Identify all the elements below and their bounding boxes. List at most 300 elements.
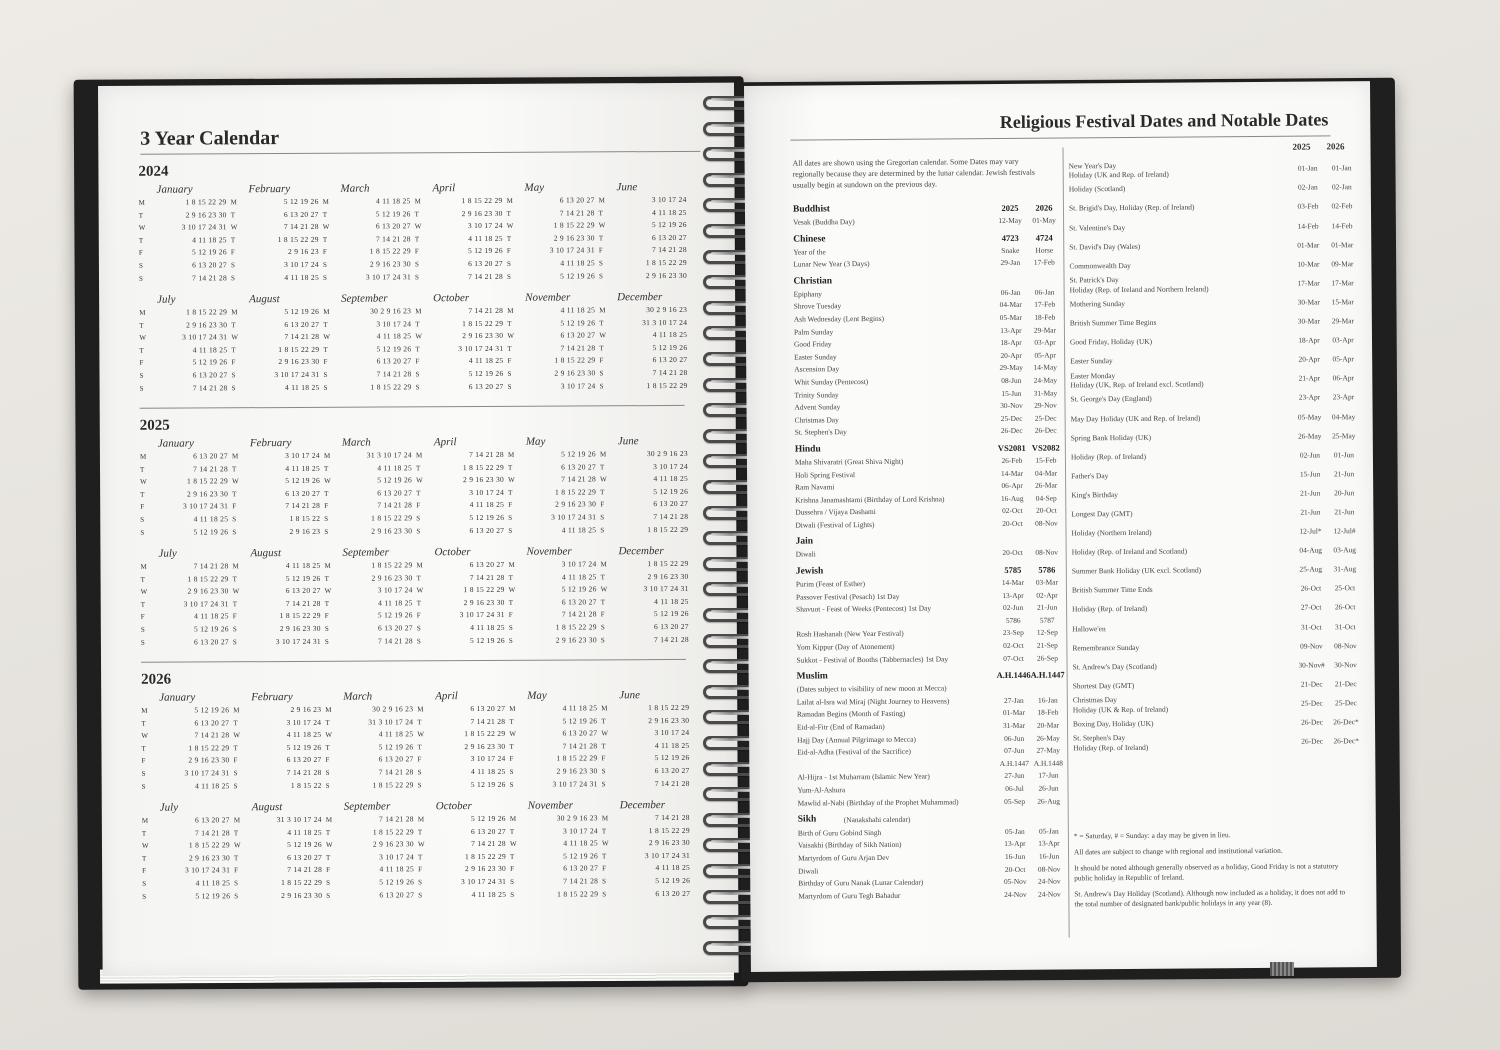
week-row <box>323 305 415 318</box>
weekday-letter: M <box>599 306 606 315</box>
section-name: Jain <box>795 536 814 548</box>
festival-name: Rosh Hashanah (New Year Festival) <box>796 629 904 640</box>
festival-row <box>796 547 1064 562</box>
coil-shine <box>711 815 751 818</box>
week-row <box>234 864 326 877</box>
coil-shine <box>711 584 751 587</box>
day-numbers: 4 11 18 25 <box>284 272 320 282</box>
weekday-letter: M <box>323 451 331 460</box>
festival-date: 08-Jun <box>1001 375 1022 385</box>
week-row <box>600 460 692 473</box>
weekday-letter: M <box>233 816 241 825</box>
day-numbers: 6 13 20 27 <box>285 488 321 498</box>
day-numbers: 4 11 18 25 <box>563 838 598 848</box>
day-numbers: 1 8 15 22 29 <box>462 462 505 472</box>
weekday-letter: T <box>599 318 604 327</box>
week-row <box>142 767 234 780</box>
month-row <box>141 689 702 802</box>
week-row <box>232 381 324 394</box>
month-name: May <box>527 689 547 702</box>
coil-shine <box>711 482 751 485</box>
notable-date-row <box>1070 369 1360 390</box>
day-numbers: 5 12 19 26 <box>287 840 322 850</box>
weekday-letter: S <box>141 769 146 778</box>
footnote: All dates are subject to change with regional and institutional variation. <box>1073 845 1283 857</box>
day-numbers: 7 14 21 28 <box>192 272 228 283</box>
weekday-letter: S <box>601 767 606 776</box>
month-grid <box>140 547 233 657</box>
day-numbers: 6 13 20 27 <box>193 451 228 461</box>
weekday-letter: S <box>139 371 144 380</box>
week-row <box>600 498 692 511</box>
day-numbers: 4 11 18 25 <box>192 345 228 355</box>
week-row <box>141 729 233 742</box>
weekday-letter: T <box>232 574 237 583</box>
weekday-letter: T <box>141 719 146 728</box>
weekday-letter: W <box>507 332 514 341</box>
festival-name: Hajj Day (Annual Pilgrimage to Mecca) <box>797 734 916 745</box>
notable-date-name: Holiday (Northern Ireland) <box>1071 527 1152 538</box>
day-numbers: 30 2 9 16 23 <box>556 813 598 823</box>
day-numbers: 7 14 21 28 <box>285 598 321 608</box>
month-name: May <box>524 181 545 194</box>
month-name: February <box>249 436 292 450</box>
day-numbers: 2 9 16 23 30 <box>555 499 597 509</box>
weekday-letter: M <box>231 452 239 461</box>
notable-date-name: Commonwealth Day <box>1069 260 1131 271</box>
notable-date: 04-Aug <box>1299 545 1322 555</box>
weekday-letter: M <box>138 198 145 207</box>
notable-date: 25-Oct <box>1334 583 1356 593</box>
day-numbers: 3 10 17 24 <box>651 194 687 205</box>
week-row <box>417 634 509 647</box>
day-numbers: 3 10 17 24 31 <box>274 369 320 380</box>
week-row <box>234 814 326 827</box>
year-block <box>141 669 702 912</box>
week-row <box>415 330 507 343</box>
day-numbers: 1 8 15 22 29 <box>557 888 599 899</box>
notable-date: 23-Apr <box>1332 392 1355 402</box>
week-row <box>323 246 415 259</box>
week-row <box>324 381 416 394</box>
weekday-letter: S <box>508 513 513 522</box>
week-row <box>509 621 601 634</box>
week-row <box>510 850 602 863</box>
week-row <box>326 864 418 877</box>
notable-date: 25-Aug <box>1299 564 1323 574</box>
weekday-letter: M <box>509 814 517 823</box>
week-row <box>323 195 415 208</box>
weekday-letter: S <box>414 272 419 281</box>
weekday-letter: T <box>509 717 514 726</box>
weekday-letter: F <box>322 248 327 257</box>
week-row <box>507 270 599 283</box>
month-grid <box>142 801 235 911</box>
day-numbers: 6 13 20 27 <box>561 597 597 607</box>
notable-date-row <box>1071 426 1361 447</box>
weekday-letter: S <box>417 780 422 789</box>
day-numbers: 1 8 15 22 29 <box>464 851 507 861</box>
notable-date: 03-Feb <box>1297 201 1319 212</box>
notable-date: 21-Jun <box>1300 488 1321 498</box>
notable-date-name: Holiday (Rep. of Ireland and Scotland) <box>1071 546 1188 557</box>
month-name: November <box>527 799 574 812</box>
weekday-letter: S <box>600 635 605 644</box>
weekday-letter: T <box>506 209 511 218</box>
weekday-letter: F <box>141 757 146 766</box>
week-row <box>600 523 692 536</box>
weekday-letter: T <box>231 346 236 355</box>
festival-date: 30-Nov <box>1000 400 1023 411</box>
weekday-letter: T <box>322 210 327 219</box>
weekday-letter: T <box>507 463 513 472</box>
day-numbers: 6 13 20 27 <box>562 728 598 738</box>
day-numbers: 4 11 18 25 <box>652 330 688 340</box>
month-grid <box>508 545 601 655</box>
week-row <box>415 368 507 381</box>
month-grid <box>324 436 417 546</box>
festival-name: Good Friday <box>793 339 832 349</box>
day-numbers: 31 3 10 17 24 <box>642 317 688 327</box>
day-numbers: 3 10 17 24 <box>654 728 690 738</box>
weekday-letter: S <box>140 625 145 634</box>
day-numbers: 5 12 19 26 <box>377 610 413 620</box>
week-row <box>416 499 508 512</box>
week-row <box>139 234 231 247</box>
notable-date: 21-Jun <box>1300 507 1321 517</box>
day-numbers: 3 10 17 24 <box>561 559 597 569</box>
festival-name: Diwali <box>798 865 819 876</box>
day-numbers: 4 11 18 25 <box>284 382 320 392</box>
year-heading: VS2082 <box>1031 442 1060 453</box>
festival-name: Eid-al-Fitr (End of Ramadan) <box>797 721 885 732</box>
weekday-letter: S <box>602 877 607 886</box>
week-row <box>141 611 233 624</box>
week-row <box>324 487 416 500</box>
festival-name: Birth of Guru Gobind Singh <box>797 827 882 838</box>
notable-date-row <box>1069 255 1359 276</box>
week-row <box>415 305 507 318</box>
day-numbers: 7 14 21 28 <box>654 634 689 644</box>
festival-name: Al-Hijra - 1st Muharram (Islamic New Year) <box>797 771 930 782</box>
notable-date-row <box>1072 579 1362 600</box>
weekday-letter: T <box>232 600 238 609</box>
section-name: Jewish <box>795 566 824 577</box>
weekday-letter: S <box>230 273 235 282</box>
festival-date: 05-Jan <box>1038 826 1059 836</box>
week-row <box>599 219 691 232</box>
weekday-letter: M <box>323 307 330 316</box>
week-row <box>418 863 510 876</box>
month-name: March <box>343 690 373 703</box>
month-row <box>142 799 703 912</box>
festival-date: 06-Jul <box>1005 783 1024 793</box>
year-block <box>138 161 699 409</box>
year-heading: 2025 <box>1292 141 1311 152</box>
weekday-letter: T <box>323 320 328 329</box>
day-numbers: 6 13 20 27 <box>376 356 412 366</box>
week-row <box>233 610 325 623</box>
footnote: St. Andrew's Day Holiday (Scotland). Although now included as a holiday, it does not add to the total number of designated bank/public holidays in any year (8). <box>1074 887 1346 909</box>
week-row <box>234 826 326 839</box>
day-numbers: 5 12 19 26 <box>192 357 228 367</box>
week-row <box>601 702 693 715</box>
week-row <box>416 461 508 474</box>
week-row <box>599 316 691 329</box>
week-row <box>416 524 508 537</box>
weekday-letter: S <box>142 892 147 901</box>
festival-date: 27-Jun <box>1004 771 1025 781</box>
notable-date: 17-Mar <box>1297 278 1320 288</box>
festival-section <box>797 669 1066 810</box>
week-row <box>417 741 509 754</box>
weekday-letter: S <box>602 889 607 898</box>
day-numbers: 6 13 20 27 <box>192 260 227 270</box>
week-row <box>507 220 599 233</box>
day-numbers: 2 9 16 23 30 <box>555 634 597 645</box>
notable-date: 12-Jul# <box>1333 526 1356 536</box>
weekday-letter: M <box>139 452 147 461</box>
intro-text: All dates are shown using the Gregorian calendar. Some Dates may vary regionally because they are determined by the lunar calendar. Jewish festivals usually begin at sundown on the previous day. <box>792 156 1035 190</box>
month-name: June <box>616 181 638 194</box>
week-row <box>509 609 601 622</box>
weekday-letter: T <box>417 827 423 836</box>
week-row <box>601 740 693 753</box>
week-row <box>600 473 692 486</box>
day-numbers: 7 14 21 28 <box>377 500 413 510</box>
festival-date: A.H.1447 <box>999 758 1029 768</box>
weekday-letter: W <box>600 585 608 594</box>
weekday-letter: M <box>600 560 607 569</box>
weekday-letter: S <box>507 369 512 378</box>
notable-date: 05-Apr <box>1332 354 1354 364</box>
year-heading <box>998 812 1032 825</box>
week-row <box>326 779 418 792</box>
day-numbers: 5 12 19 26 <box>651 220 687 230</box>
week-row <box>415 207 507 220</box>
day-numbers: 1 8 15 22 29 <box>370 381 412 392</box>
festival-date <box>997 682 1031 695</box>
week-row <box>417 597 509 610</box>
month-grid <box>231 293 324 403</box>
day-numbers: 5 12 19 26 <box>375 208 411 219</box>
notable-date-name: Holiday (Scotland) <box>1068 184 1126 194</box>
notable-date: 02-Jun <box>1299 450 1321 460</box>
weekday-letter: M <box>417 815 425 824</box>
day-numbers: 3 10 17 24 31 <box>183 501 229 511</box>
week-row <box>232 450 324 463</box>
month-grid <box>232 547 325 657</box>
weekday-letter: S <box>600 525 605 534</box>
weekday-letter: W <box>601 729 609 738</box>
notable-date-row <box>1072 541 1362 562</box>
week-row <box>418 825 510 838</box>
weekday-letter: T <box>509 827 515 836</box>
week-row <box>141 636 233 649</box>
day-numbers: 5 12 19 26 <box>377 475 413 485</box>
week-row <box>232 525 324 538</box>
day-numbers: 4 11 18 25 <box>655 863 691 873</box>
week-row <box>142 780 234 793</box>
festival-date: 29-May <box>999 363 1023 373</box>
month-name: October <box>433 292 470 305</box>
notable-date-row <box>1071 407 1361 428</box>
festival-date: 14-May <box>1033 362 1057 373</box>
festival-date: 02-Apr <box>1036 590 1058 600</box>
weekday-letter: T <box>141 829 147 838</box>
month-grid <box>325 690 418 800</box>
week-row <box>139 272 231 285</box>
day-numbers: 4 11 18 25 <box>561 571 597 582</box>
weekday-letter: F <box>324 502 329 511</box>
weekday-letter: S <box>506 259 511 268</box>
week-row <box>509 740 601 753</box>
week-row <box>599 367 691 380</box>
weekday-letter: T <box>233 744 238 753</box>
week-row <box>508 380 600 393</box>
day-numbers: 4 11 18 25 <box>468 233 503 243</box>
month-grid <box>599 291 692 401</box>
week-row <box>602 777 694 790</box>
weekday-letter: F <box>138 249 143 258</box>
month-name: August <box>249 293 280 306</box>
weekday-letter: M <box>506 196 513 205</box>
day-numbers: 5 12 19 26 <box>283 196 319 207</box>
festival-date: 24-Nov <box>1004 889 1027 899</box>
festival-date: 02-Jun <box>1003 603 1024 613</box>
festival-name: Purim (Feast of Esther) <box>795 579 866 589</box>
weekday-letter: F <box>507 357 512 366</box>
weekday-letter: W <box>506 222 514 231</box>
month-name: November <box>526 545 572 558</box>
day-numbers: 5 12 19 26 <box>652 342 688 352</box>
week-row <box>326 839 418 852</box>
weekday-letter: F <box>416 501 421 510</box>
week-row <box>508 499 600 512</box>
month-name: July <box>159 801 179 814</box>
day-numbers: 3 10 17 24 31 <box>184 768 230 778</box>
day-numbers: 2 9 16 23 30 <box>372 839 414 849</box>
weekday-letter: S <box>141 782 146 791</box>
notable-date: 21-Jun <box>1333 469 1355 479</box>
year-label: 2024 <box>138 163 169 180</box>
notable-date-name: St. George's Day (England) <box>1070 394 1152 404</box>
notable-date: 30-Mar <box>1297 316 1320 326</box>
week-row <box>507 342 599 355</box>
footnotes <box>1074 829 1349 915</box>
coil-shine <box>711 892 751 895</box>
notable-date: 09-Nov <box>1300 641 1323 651</box>
day-numbers: 3 10 17 24 <box>284 259 319 269</box>
weekday-letter: S <box>599 369 604 378</box>
weekday-letter: W <box>324 476 331 486</box>
notable-date-row <box>1069 159 1359 180</box>
festival-row <box>793 257 1061 272</box>
week-row <box>231 344 323 357</box>
festival-date: 26-Aug <box>1037 796 1060 806</box>
festival-name: Christmas Day <box>794 414 839 425</box>
weekday-letter: F <box>231 358 236 367</box>
notable-date-row <box>1073 713 1363 734</box>
weekday-letter: W <box>233 841 241 850</box>
month-grid <box>139 293 232 403</box>
coil-shine <box>711 943 751 946</box>
weekday-letter: M <box>231 308 238 317</box>
festival-name: Whit Sunday (Pentecost) <box>794 376 869 387</box>
week-row <box>231 306 323 319</box>
week-row <box>231 318 323 331</box>
festival-date: 18-Feb <box>1034 312 1056 322</box>
day-numbers: 1 8 15 22 29 <box>186 307 228 317</box>
day-numbers: 3 10 17 24 31 <box>183 599 229 609</box>
day-numbers: 6 13 20 27 <box>286 755 322 765</box>
weekday-letter: T <box>139 321 144 330</box>
week-row <box>510 765 602 778</box>
weekday-letter: W <box>508 586 516 595</box>
day-numbers: 7 14 21 28 <box>287 865 323 875</box>
day-numbers: 3 10 17 24 31 <box>643 584 689 594</box>
festival-name: Lunar New Year (3 Days) <box>793 259 870 269</box>
weekday-letter: M <box>141 706 148 715</box>
week-row <box>600 486 692 499</box>
festival-date: 06-Jan <box>1000 287 1021 297</box>
notable-date-name: St. Valentine's Day <box>1069 222 1126 233</box>
notable-date-name: King's Birthday <box>1071 489 1118 500</box>
weekday-letter: F <box>601 754 606 763</box>
week-row <box>418 851 510 864</box>
day-numbers: 5 12 19 26 <box>653 609 689 619</box>
week-row <box>323 331 415 344</box>
weekday-letter: T <box>414 235 420 244</box>
week-row <box>234 754 326 767</box>
notable-date-name: Easter Sunday <box>1070 356 1113 366</box>
festival-date: 13-Apr <box>1002 590 1024 600</box>
day-numbers: 2 9 16 23 30 <box>461 208 503 218</box>
day-numbers: 3 10 17 24 <box>469 487 505 497</box>
month-grid <box>324 546 417 656</box>
weekday-letter: T <box>415 463 421 472</box>
weekday-letter: T <box>415 345 420 354</box>
notable-date-name: St. David's Day (Wales) <box>1069 241 1141 252</box>
week-row <box>599 269 691 282</box>
week-row <box>417 715 509 728</box>
week-row <box>323 258 415 271</box>
week-row <box>234 852 326 865</box>
festival-date: 08-Nov <box>1035 548 1059 558</box>
month-name: October <box>434 546 471 559</box>
day-numbers: 30 2 9 16 23 <box>646 304 688 315</box>
month-grid <box>326 800 419 910</box>
weekday-letter: W <box>325 840 333 850</box>
day-numbers: 4 11 18 25 <box>654 740 690 750</box>
coil-shine <box>711 917 751 920</box>
day-numbers: 3 10 17 24 <box>563 825 598 836</box>
festival-name: Year of the <box>793 246 826 257</box>
weekday-letter: S <box>234 879 239 888</box>
week-row <box>142 865 234 878</box>
weekday-letter: T <box>232 490 237 499</box>
notable-date-name: Spring Bank Holiday (UK) <box>1070 432 1152 443</box>
day-numbers: 7 14 21 28 <box>470 716 506 726</box>
weekday-letter: F <box>323 358 328 367</box>
day-numbers: 4 11 18 25 <box>561 524 597 535</box>
week-row <box>510 812 602 825</box>
day-numbers: 2 9 16 23 30 <box>464 864 507 874</box>
weekday-letter: S <box>233 781 238 790</box>
day-numbers: 5 12 19 26 <box>655 875 691 886</box>
month-grid <box>418 800 511 910</box>
day-numbers: 6 13 20 27 <box>284 319 320 329</box>
